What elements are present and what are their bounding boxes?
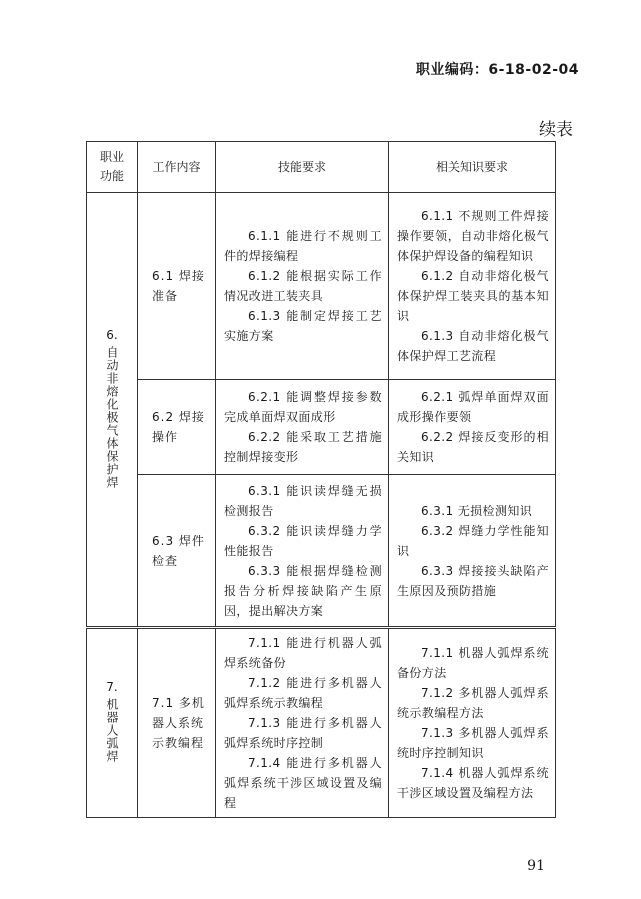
table-row: [87, 628, 556, 818]
knowledge-item: 6.3.2 焊缝力学性能知识: [397, 523, 549, 558]
continued-label: 续表: [539, 120, 573, 140]
table-header-row: [87, 142, 556, 193]
skill-item: 6.2.1 能调整焊接参数完成单面焊双面成形: [224, 390, 382, 424]
function-number: 6.: [106, 327, 118, 342]
work-content: 6.2 焊接操作: [152, 410, 205, 444]
header-skill: 技能要求: [216, 142, 389, 193]
skill-item: 6.1.2 能根据实际工作情况改进工装夹具: [224, 269, 382, 303]
table-row: [87, 193, 556, 380]
function-name: 自动非熔化极气体保护焊: [105, 345, 119, 489]
skill-item: 6.3.2 能识读焊缝力学性能报告: [224, 523, 382, 558]
function-6-cell: [87, 193, 138, 628]
skill-item: 7.1.3 能进行多机器人弧焊系统时序控制: [224, 716, 382, 750]
knowledge-item: 6.2.2 焊接反变形的相关知识: [397, 430, 549, 464]
skill-item: 7.1.4 能进行多机器人弧焊系统干涉区域设置及编程: [224, 756, 382, 810]
knowledge-item: 7.1.2 多机器人弧焊系统示教编程方法: [397, 686, 549, 720]
work-content: 6.3 焊件检查: [152, 533, 205, 568]
skill-item: 6.2.2 能采取工艺措施控制焊接变形: [224, 430, 382, 464]
work-content: 6.1 焊接准备: [152, 269, 205, 303]
knowledge-cell: [389, 475, 556, 628]
knowledge-item: 6.1.2 自动非熔化极气体保护焊工装夹具的基本知识: [397, 269, 549, 323]
header-function: 职业功能: [87, 142, 138, 193]
knowledge-item: 6.2.1 弧焊单面焊双面成形操作要领: [397, 390, 549, 424]
work-content-cell: [138, 380, 216, 475]
knowledge-item: 6.3.1 无损检测知识: [421, 503, 533, 518]
skill-requirements-table: [86, 141, 556, 818]
knowledge-cell: [389, 380, 556, 475]
skill-item: 6.3.3 能根据焊缝检测报告分析焊接缺陷产生原因，提出解决方案: [224, 563, 382, 618]
skill-cell: [216, 193, 389, 380]
function-number: 7.: [106, 680, 118, 694]
table-row: [87, 475, 556, 628]
function-name: 机器人弧焊: [105, 698, 119, 763]
work-content-cell: [138, 475, 216, 628]
table-row: [87, 380, 556, 475]
knowledge-item: 7.1.3 多机器人弧焊系统时序控制知识: [397, 726, 549, 760]
work-content-cell: [138, 193, 216, 380]
knowledge-cell: [389, 193, 556, 380]
knowledge-item: 6.1.1 不规则工件焊接操作要领，自动非熔化极气体保护焊设备的编程知识: [397, 209, 549, 263]
skill-item: 7.1.1 能进行机器人弧焊系统备份: [224, 636, 382, 670]
header-knowledge: 相关知识要求: [389, 142, 556, 193]
knowledge-cell: [389, 628, 556, 818]
skill-cell: [216, 628, 389, 818]
function-7-cell: [87, 628, 138, 818]
work-content-cell: [138, 628, 216, 818]
occupation-code: 职业编码：6-18-02-04: [415, 62, 579, 78]
skill-cell: [216, 380, 389, 475]
knowledge-item: 7.1.1 机器人弧焊系统备份方法: [397, 646, 549, 680]
knowledge-item: 6.3.3 焊接接头缺陷产生原因及预防措施: [397, 563, 549, 598]
skill-item: 6.3.1 能识读焊缝无损检测报告: [224, 483, 382, 518]
header-work: 工作内容: [138, 142, 216, 193]
skill-item: 6.1.3 能制定焊接工艺实施方案: [224, 309, 382, 343]
skill-item: 6.1.1 能进行不规则工件的焊接编程: [224, 229, 382, 263]
skill-item: 7.1.2 能进行多机器人弧焊系统示教编程: [224, 676, 382, 710]
work-content: 7.1 多机器人系统示教编程: [152, 696, 205, 750]
page-number: 91: [527, 858, 545, 874]
skill-cell: [216, 475, 389, 628]
knowledge-item: 7.1.4 机器人弧焊系统干涉区域设置及编程方法: [397, 766, 549, 800]
knowledge-item: 6.1.3 自动非熔化极气体保护焊工艺流程: [397, 329, 549, 363]
